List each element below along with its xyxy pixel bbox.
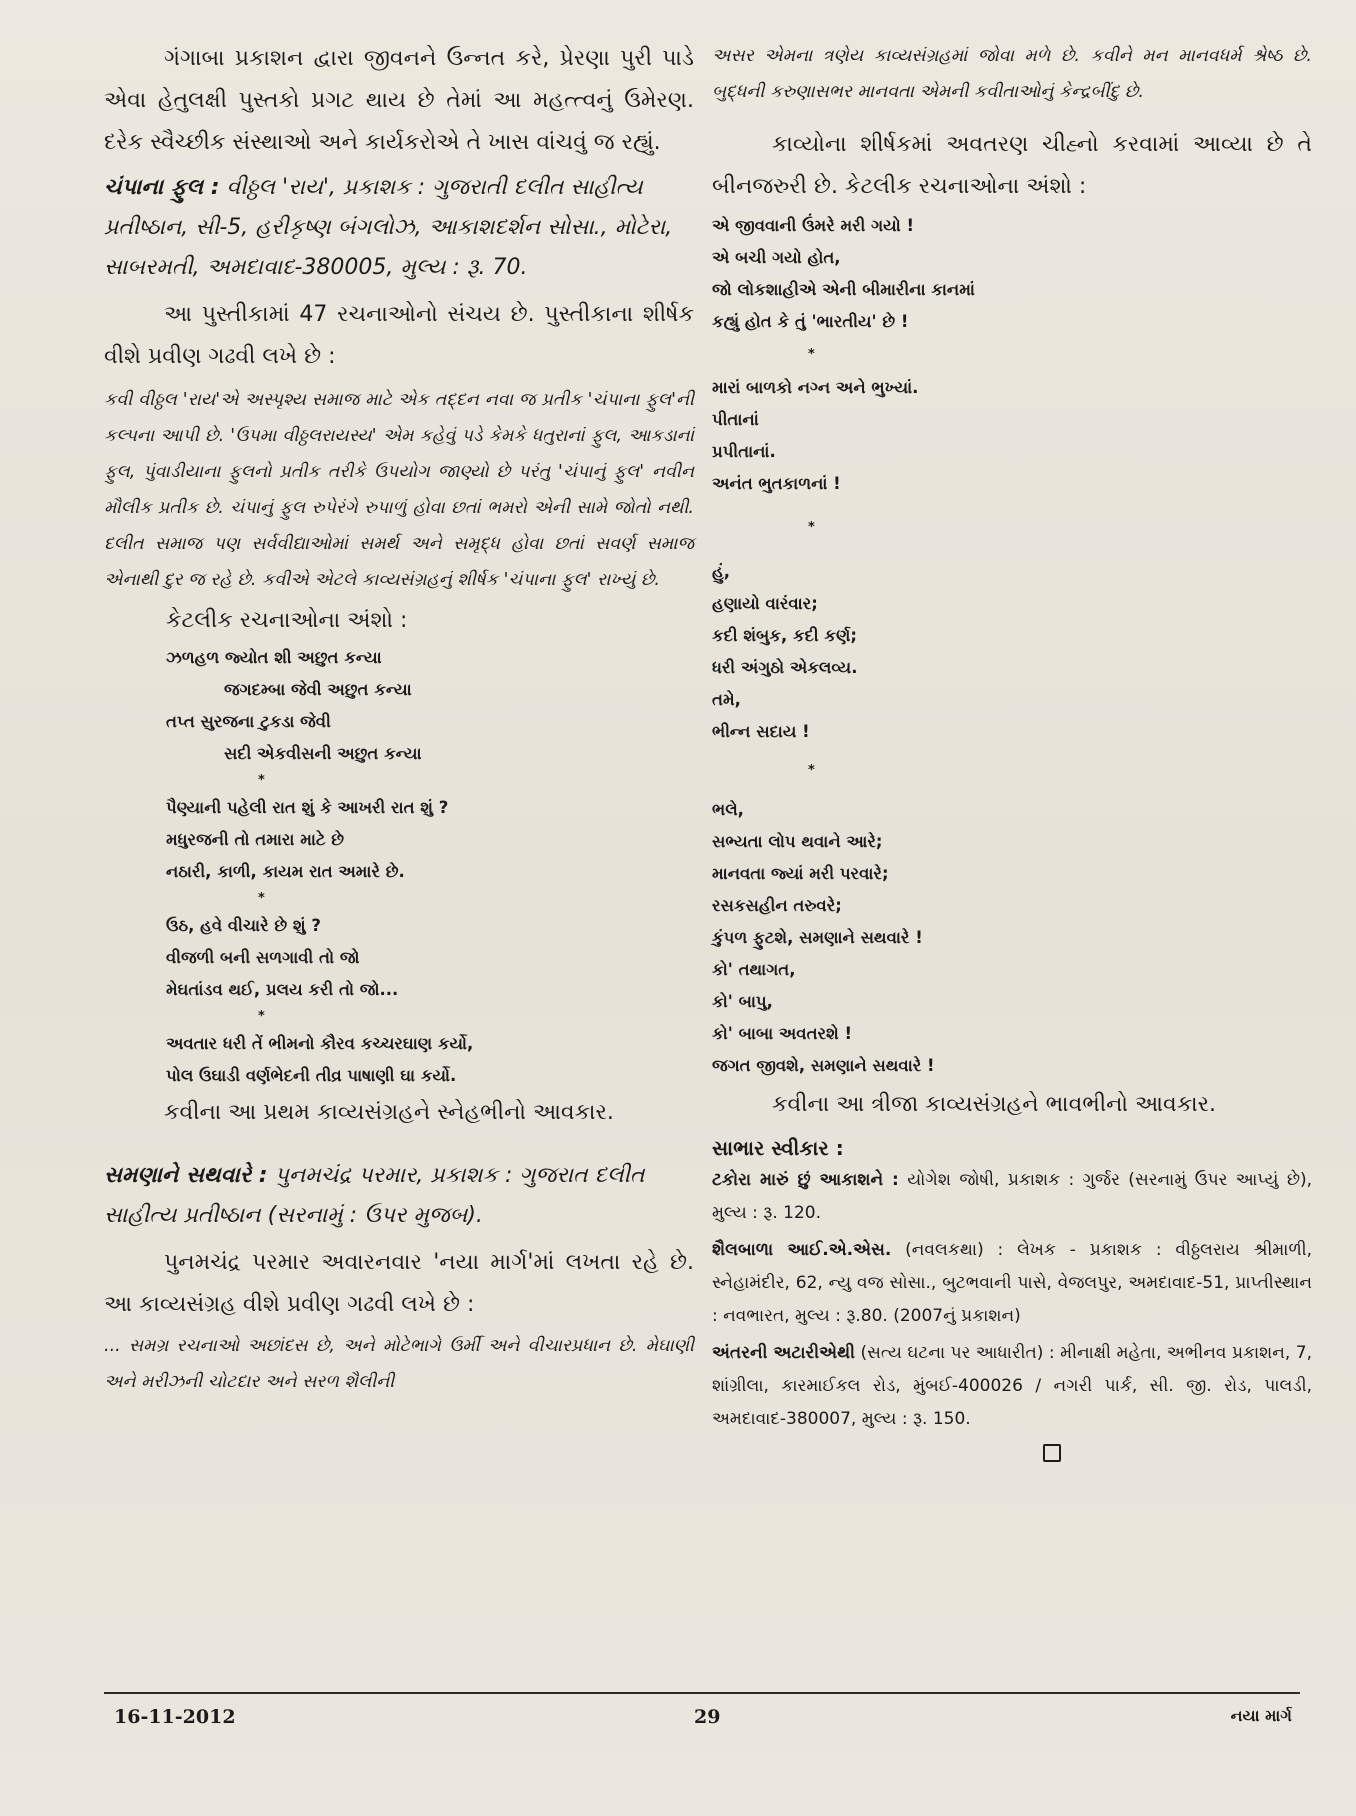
poem-line: સભ્યતા લોપ થવાને આરે; <box>712 832 883 851</box>
poem-line: રસકસહીન તરુવરે; <box>712 896 842 915</box>
poem-excerpt-2 <box>712 210 1312 1082</box>
poem-line: જો લોકશાહીએ એની બીમારીના કાનમાં <box>712 280 975 299</box>
book-title: ચંપાના ફુલ : <box>104 175 220 200</box>
poem-line: જગત જીવશે, સમણાને સથવારે ! <box>712 1056 935 1075</box>
separator-asterisk: * <box>808 347 815 362</box>
left-column <box>104 38 694 1400</box>
page-number: 29 <box>694 1706 721 1728</box>
poem-line: ભીન્ન સદાય ! <box>712 722 810 741</box>
book-details: પુનમચંદ્ર પરમાર, પ્રકાશક : ગુજરાત દલીત સાહીત્ય પ્રતીષ્ઠાન (સરનામું : ઉપર મુજબ). <box>104 1163 645 1228</box>
poem-line: હું, <box>712 562 730 581</box>
poem-line: એ બચી ગયો હોત, <box>712 248 841 267</box>
welcome-note: કવીના આ પ્રથમ કાવ્યસંગ્રહને સ્નેહભીનો આવકાર. <box>164 1100 614 1125</box>
poem-line: કદી શંબુક, કદી કર્ણ; <box>712 626 857 645</box>
acknowledgement-entry <box>712 1234 1312 1333</box>
ack-title: ટકોરા મારું છું આકાશને : <box>712 1170 899 1190</box>
ack-title: શૈલબાળા આઈ.એ.એસ. <box>712 1240 892 1260</box>
poem-line: કહ્યું હોત કે તું 'ભારતીય' છે ! <box>712 312 909 331</box>
poem-line: અવતાર ધરી તેં ભીમનો કૌરવ કચ્ચરઘાણ કર્યો, <box>166 1034 474 1053</box>
poem-line: ઝળહળ જ્યોત શી અછુત કન્યા <box>166 648 382 667</box>
quote-continuation: અસર એમના ત્રણેય કાવ્યસંગ્રહમાં જોવા મળે છે. કવીને મન માનવધર્મ શ્રેષ્ઠ છે. બુદ્ધની કરુણાસભર માનવતા એમની કવીતાઓનું કેન્દ્રબીંદુ છે. <box>712 46 1312 102</box>
poem-line: કો' તથાગત, <box>712 960 796 979</box>
poem-line: પૈણ્યાની પહેલી રાત શું કે આખરી રાત શું ? <box>166 798 449 817</box>
intro-paragraph: ગંગાબા પ્રકાશન દ્વારા જીવનને ઉન્નત કરે, પ્રેરણા પુરી પાડે એવા હેતુલક્ષી પુસ્તકો પ્રગટ થાય છે તેમાં આ મહત્ત્વનું ઉમેરણ. દરેક સ્વૈચ્છીક સંસ્થાઓ અને કાર્યકરોએ તે ખાસ વાંચવું જ રહ્યું. <box>104 46 694 155</box>
ack-details: (નવલકથા) : લેખક - પ્રકાશક : વીઠ્ઠલરાય શ્રીમાળી, સ્નેહામંદીર, 62, ન્યુ વજ સોસા., બુટભવાની પાસે, વેજલપુર, અમદાવાદ-51, પ્રાપ્તીસ્થાન : નવભારત, મુલ્ય : રૂ.80. (2007નું પ્રકાશન) <box>712 1240 1313 1326</box>
poem-line: પોલ ઉઘાડી વર્ણભેદની તીવ્ર પાષાણી ઘા કર્યો. <box>166 1066 457 1085</box>
poem-line: જગદમ્બા જેવી અછુત કન્યા <box>224 680 412 699</box>
welcome-note: કવીના આ ત્રીજા કાવ્યસંગ્રહને ભાવભીનો આવકાર. <box>772 1092 1217 1117</box>
book-title: સમણાને સથવારે : <box>104 1163 268 1188</box>
quote-block: કવી વીઠ્ઠલ 'રાય'એ અસ્પૃશ્ય સમાજ માટે એક તદ્દન નવા જ પ્રતીક 'ચંપાના ફુલ'ની કલ્પના આપી છે. 'ઉપમા વીઠ્ઠલરાયસ્ય' એમ કહેવું પડે કેમકે ધતુરાનાં ફુલ, આકડાનાં ફુલ, પુંવાડીયાના ફુલનો પ્રતીક તરીકે ઉપયોગ જાણ્યો છે પરંતુ 'ચંપાનું ફુલ' નવીન મૌલીક પ્રતીક છે. ચંપાનું ફુલ રુપેરંગે રુપાળું હોવા છતાં ભમરો એની સામે જોતો નથી. દલીત સમાજ પણ સર્વવીદ્યાઓમાં સમર્થ અને સમૃદ્ધ હોવા છતાં સવર્ણ સમાજ એનાથી દુર જ રહે છે. કવીએ એટલે કાવ્યસંગ્રહનું શીર્ષક 'ચંપાના ફુલ' રાખ્યું છે. <box>104 390 694 590</box>
excerpt-label: કેટલીક રચનાઓના અંશો : <box>166 608 408 633</box>
poem-line: મેઘતાંડવ થઈ, પ્રલય કરી તો જો... <box>166 980 399 999</box>
poem-line: ભલે, <box>712 800 744 819</box>
poem-line: મધુરજની તો તમારા માટે છે <box>166 830 344 849</box>
poem-line: કો' બાપુ, <box>712 992 773 1011</box>
quote-block: ... સમગ્ર રચનાઓ અછાંદસ છે, અને મોટેભાગે ઉર્મી અને વીચારપ્રધાન છે. મેઘાણી અને મરીઝની ચોટદાર અને સરળ શૈલીની <box>104 1336 694 1392</box>
separator-asterisk: * <box>808 520 815 535</box>
poem-line: ઉઠ, હવે વીચારે છે શું ? <box>166 916 321 935</box>
separator-asterisk: * <box>808 763 815 778</box>
poem-line: પ્રપીતાનાં. <box>712 442 776 461</box>
ack-title: અંતરની અટારીએથી <box>712 1343 855 1363</box>
right-column <box>712 38 1312 1462</box>
poem-line: પીતાનાં <box>712 410 759 429</box>
poem-line: એ જીવવાની ઉંમરે મરી ગયો ! <box>712 216 915 235</box>
end-of-article-icon <box>1043 1444 1061 1462</box>
book-details: વીઠ્ઠલ 'રાય', પ્રકાશક : ગુજરાતી દલીત સાહીત્ય પ્રતીષ્ઠાન, સી-5, હરીકૃષ્ણ બંગલોઝ, આકાશદર્શન સોસા., મોટેરા, સાબરમતી, અમદાવાદ-380005, મુલ્ય : રૂ. 70. <box>104 175 673 280</box>
acknowledgement-entry <box>712 1337 1312 1436</box>
poem-line: કુંપળ ફુટશે, સમણાને સથવારે ! <box>712 928 923 947</box>
paragraph: આ પુસ્તીકામાં 47 રચનાઓનો સંચય છે. પુસ્તીકાના શીર્ષક વીશે પ્રવીણ ગઢવી લખે છે : <box>104 302 694 369</box>
magazine-name: નયા માર્ગ <box>1230 1706 1292 1725</box>
paragraph: કાવ્યોના શીર્ષકમાં અવતરણ ચીહ્નો કરવામાં આવ્યા છે તે બીનજરુરી છે. કેટલીક રચનાઓના અંશો : <box>712 132 1312 199</box>
book-entry-samanane-sathvare <box>104 1156 694 1236</box>
acknowledgement-heading: સાભાર સ્વીકાર : <box>712 1136 844 1160</box>
poem-line: હણાયો વારંવાર; <box>712 594 818 613</box>
poem-line: તમે, <box>712 690 741 709</box>
poem-line: મારાં બાળકો નગ્ન અને ભુખ્યાં. <box>712 378 919 397</box>
book-entry-champana-ful <box>104 168 694 288</box>
separator-asterisk: * <box>258 891 265 906</box>
paragraph: પુનમચંદ્ર પરમાર અવારનવાર 'નયા માર્ગ'માં લખતા રહે છે. આ કાવ્યસંગ્રહ વીશે પ્રવીણ ગઢવી લખે છે : <box>104 1250 694 1317</box>
separator-asterisk: * <box>258 1009 265 1024</box>
poem-line: માનવતા જ્યાં મરી પરવારે; <box>712 864 889 883</box>
poem-line: કો' બાબા અવતરશે ! <box>712 1024 853 1043</box>
ack-details: (સત્ય ઘટના પર આધારીત) : મીનાક્ષી મહેતા, અભીનવ પ્રકાશન, 7, શાંગ્રીલા, કારમાઈકલ રોડ, મુંબઈ-400026 / નગરી પાર્ક, સી. જી. રોડ, પાલડી, અમદાવાદ-380007, મુલ્ય : રૂ. 150. <box>712 1343 1313 1429</box>
ack-details: યોગેશ જોષી, પ્રકાશક : ગુર્જર (સરનામું ઉપર આપ્યું છે), મુલ્ય : રૂ. 120. <box>712 1170 1312 1223</box>
separator-asterisk: * <box>258 773 265 788</box>
acknowledgement-entry <box>712 1164 1312 1230</box>
poem-line: તપ્ત સુરજના ટુકડા જેવી <box>166 712 331 731</box>
poem-line: ધરી અંગુઠો એકલવ્ય. <box>712 658 858 677</box>
page-footer <box>104 1692 1300 1734</box>
poem-line: વીજળી બની સળગાવી તો જો <box>166 948 360 967</box>
issue-date: 16-11-2012 <box>114 1706 236 1728</box>
poem-line: અનંત ભુતકાળનાં ! <box>712 474 841 493</box>
poem-line: નઠારી, કાળી, કાયમ રાત અમારે છે. <box>166 862 405 881</box>
poem-line: સદી એકવીસની અછુત કન્યા <box>224 744 422 763</box>
poem-excerpt-1 <box>104 642 694 1092</box>
